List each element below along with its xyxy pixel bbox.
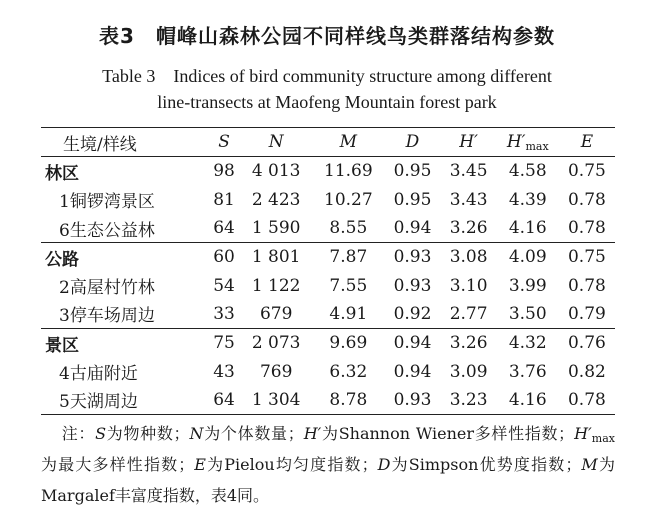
note-e-symbol: E <box>194 455 206 474</box>
bird-community-table <box>41 127 615 415</box>
cell-hmax: 3.99 <box>508 275 547 296</box>
cell-e: 0.78 <box>559 386 615 415</box>
note-h-text: 为Shannon Wiener多样性指数； <box>321 424 575 443</box>
header-habitat: 生境/样线 <box>41 128 208 157</box>
table-body <box>41 157 615 415</box>
note-hmax-subscript: max <box>591 432 615 445</box>
transect-name: 4古庙附近 <box>59 364 138 385</box>
table-title-english-line2: line-transects at Maofeng Mountain forest park <box>157 92 497 112</box>
cell-e: 0.76 <box>559 329 615 358</box>
cell-h: 3.26 <box>441 329 497 358</box>
cell-s: 43 <box>213 361 235 382</box>
cell-h: 3.09 <box>449 361 488 382</box>
transect-name: 2高屋村竹林 <box>59 278 155 299</box>
cell-n: 1 801 <box>240 243 312 272</box>
table-row <box>41 243 615 272</box>
cell-d: 0.93 <box>384 243 440 272</box>
note-d-symbol: D <box>377 455 391 474</box>
cell-d: 0.94 <box>393 361 432 382</box>
note-s-symbol: S <box>95 424 107 443</box>
note-prefix: 注： <box>61 424 96 443</box>
cell-m: 10.27 <box>324 189 373 210</box>
cell-s: 64 <box>213 218 235 239</box>
table-row <box>41 186 615 214</box>
habitat-group-name: 景区 <box>41 329 208 358</box>
cell-s: 81 <box>213 189 235 210</box>
cell-hmax: 3.76 <box>508 361 547 382</box>
header-hmax-subscript: max <box>525 140 549 154</box>
cell-h: 2.77 <box>449 303 488 324</box>
cell-h: 3.10 <box>449 275 488 296</box>
note-d-text: 为Simpson优势度指数； <box>390 455 582 474</box>
cell-d: 0.93 <box>384 386 440 415</box>
cell-hmax: 4.58 <box>508 161 547 182</box>
cell-e: 0.78 <box>567 218 606 239</box>
cell-s: 60 <box>208 243 240 272</box>
cell-m: 4.91 <box>329 303 368 324</box>
transect-name: 3停车场周边 <box>59 306 155 327</box>
cell-h: 3.45 <box>449 161 488 182</box>
habitat-group-name: 公路 <box>41 243 208 272</box>
cell-n: 1 304 <box>240 386 312 415</box>
header-hmax-symbol: H′ <box>506 132 526 153</box>
cell-hmax: 4.16 <box>497 386 559 415</box>
header-hmax <box>497 128 559 157</box>
table-note <box>41 418 615 511</box>
header-h: H′ <box>441 128 497 157</box>
cell-n: 4 013 <box>251 161 301 182</box>
cell-e: 0.82 <box>567 361 606 382</box>
cell-d: 0.94 <box>393 218 432 239</box>
cell-h: 3.08 <box>441 243 497 272</box>
cell-hmax: 3.50 <box>508 303 547 324</box>
habitat-group-name: 林区 <box>45 163 79 184</box>
table-row <box>41 329 615 358</box>
note-m-symbol: M <box>581 455 598 474</box>
cell-e: 0.75 <box>559 243 615 272</box>
cell-n: 1 122 <box>251 275 301 296</box>
transect-name: 1铜锣湾景区 <box>59 192 155 213</box>
cell-s: 98 <box>213 161 235 182</box>
cell-hmax: 4.39 <box>508 189 547 210</box>
table-title-chinese: 表3 帽峰山森林公园不同样线鸟类群落结构参数 <box>99 24 555 48</box>
cell-e: 0.78 <box>567 275 606 296</box>
note-e-text: 为Pielou均匀度指数； <box>205 455 378 474</box>
cell-hmax: 4.09 <box>497 243 559 272</box>
cell-h: 3.23 <box>441 386 497 415</box>
cell-s: 64 <box>208 386 240 415</box>
table-row <box>41 357 615 385</box>
table-row <box>41 386 615 415</box>
cell-d: 0.95 <box>393 161 432 182</box>
note-n-symbol: N <box>189 424 204 443</box>
cell-d: 0.93 <box>393 275 432 296</box>
cell-e: 0.79 <box>567 303 606 324</box>
cell-m: 9.69 <box>312 329 384 358</box>
cell-n: 1 590 <box>251 218 301 239</box>
cell-m: 8.55 <box>329 218 368 239</box>
cell-m: 6.32 <box>329 361 368 382</box>
note-hmax-symbol: H′ <box>574 424 592 443</box>
cell-n: 2 423 <box>251 189 301 210</box>
cell-d: 0.94 <box>384 329 440 358</box>
cell-m: 8.78 <box>312 386 384 415</box>
table-row <box>41 214 615 243</box>
cell-m: 7.87 <box>312 243 384 272</box>
table-title-english-line1: Table 3 Indices of bird community structure among different <box>102 66 552 86</box>
table-row <box>41 271 615 299</box>
note-h-symbol: H′ <box>303 424 322 443</box>
note-n-text: 为个体数量； <box>203 424 304 443</box>
cell-h: 3.26 <box>449 218 488 239</box>
table-row <box>41 300 615 329</box>
cell-s: 54 <box>213 275 235 296</box>
header-d: D <box>384 128 440 157</box>
cell-s: 33 <box>213 303 235 324</box>
cell-d: 0.95 <box>393 189 432 210</box>
note-m-text: 为Margalef丰富度指数，表4同。 <box>41 455 615 505</box>
cell-n: 2 073 <box>240 329 312 358</box>
table-header-row <box>41 128 615 157</box>
cell-m: 11.69 <box>324 161 373 182</box>
cell-d: 0.92 <box>393 303 432 324</box>
cell-hmax: 4.16 <box>508 218 547 239</box>
cell-h: 3.43 <box>449 189 488 210</box>
cell-s: 75 <box>208 329 240 358</box>
header-e: E <box>559 128 615 157</box>
cell-e: 0.75 <box>567 161 606 182</box>
note-hmax-text: 为最大多样性指数； <box>41 455 195 474</box>
header-n: N <box>240 128 312 157</box>
table-row <box>41 157 615 186</box>
cell-m: 7.55 <box>329 275 368 296</box>
transect-name: 6生态公益林 <box>59 220 155 241</box>
cell-e: 0.78 <box>567 189 606 210</box>
transect-name: 5天湖周边 <box>41 386 208 415</box>
cell-hmax: 4.32 <box>497 329 559 358</box>
header-m: M <box>312 128 384 157</box>
cell-n: 769 <box>259 361 293 382</box>
cell-n: 679 <box>259 303 293 324</box>
header-s: S <box>208 128 240 157</box>
note-s-text: 为物种数； <box>106 424 190 443</box>
